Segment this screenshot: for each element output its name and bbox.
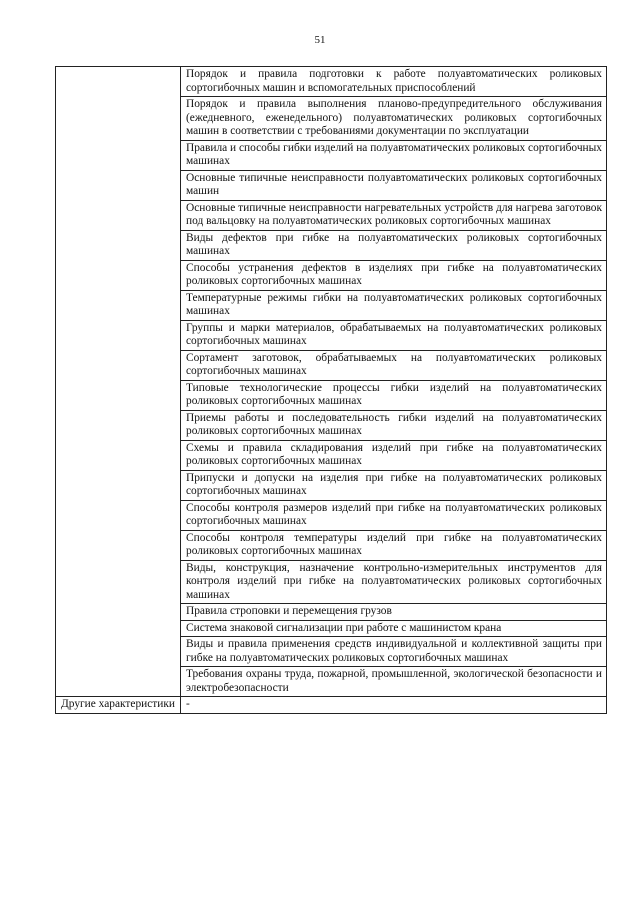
knowledge-item: Порядок и правила подготовки к работе полуавтоматических роликовых сортогибочных машин и вспомогательных приспособлений: [181, 67, 607, 97]
knowledge-item: Виды дефектов при гибке на полуавтоматических роликовых сортогибочных машинах: [181, 230, 607, 260]
knowledge-item: Способы контроля температуры изделий при гибке на полуавтоматических роликовых сортогибочных машинах: [181, 530, 607, 560]
requirements-table: [55, 66, 607, 714]
knowledge-item: Правила строповки и перемещения грузов: [181, 604, 607, 621]
knowledge-label-cell: [56, 67, 181, 697]
knowledge-item: Приемы работы и последовательность гибки изделий на полуавтоматических роликовых сортогибочных машинах: [181, 410, 607, 440]
knowledge-item: Типовые технологические процессы гибки изделий на полуавтоматических роликовых сортогибочных машинах: [181, 380, 607, 410]
knowledge-item: Схемы и правила складирования изделий при гибке на полуавтоматических роликовых сортогибочных машинах: [181, 440, 607, 470]
other-characteristics-label: Другие характеристики: [56, 697, 181, 714]
table-row: [56, 697, 607, 714]
table-row: [56, 67, 607, 97]
knowledge-item: Основные типичные неисправности полуавтоматических роликовых сортогибочных машин: [181, 170, 607, 200]
knowledge-item: Виды, конструкция, назначение контрольно-измерительных инструментов для контроля изделий при гибке на полуавтоматических роликовых сортогибочных машинах: [181, 560, 607, 604]
other-characteristics-value: -: [181, 697, 607, 714]
knowledge-item: Порядок и правила выполнения планово-предупредительного обслуживания (ежедневного, еженедельного) полуавтоматических роликовых сортогибочных машин в соответствии с требованиями документации по эксплуатации: [181, 97, 607, 141]
knowledge-item: Правила и способы гибки изделий на полуавтоматических роликовых сортогибочных машинах: [181, 140, 607, 170]
knowledge-item: Температурные режимы гибки на полуавтоматических роликовых сортогибочных машинах: [181, 290, 607, 320]
knowledge-item: Способы устранения дефектов в изделиях при гибке на полуавтоматических роликовых сортогибочных машинах: [181, 260, 607, 290]
knowledge-item: Основные типичные неисправности нагревательных устройств для нагрева заготовок под вальцовку на полуавтоматических роликовых сортогибочных машинах: [181, 200, 607, 230]
knowledge-item: Припуски и допуски на изделия при гибке на полуавтоматических роликовых сортогибочных машинах: [181, 470, 607, 500]
knowledge-item: Группы и марки материалов, обрабатываемых на полуавтоматических роликовых сортогибочных машинах: [181, 320, 607, 350]
knowledge-item: Требования охраны труда, пожарной, промышленной, экологической безопасности и электробезопасности: [181, 667, 607, 697]
knowledge-item: Система знаковой сигнализации при работе с машинистом крана: [181, 620, 607, 637]
knowledge-item: Способы контроля размеров изделий при гибке на полуавтоматических роликовых сортогибочных машинах: [181, 500, 607, 530]
page-number: 51: [314, 34, 326, 46]
knowledge-item: Виды и правила применения средств индивидуальной и коллективной защиты при гибке на полуавтоматических роликовых сортогибочных машинах: [181, 637, 607, 667]
knowledge-item: Сортамент заготовок, обрабатываемых на полуавтоматических роликовых сортогибочных машинах: [181, 350, 607, 380]
